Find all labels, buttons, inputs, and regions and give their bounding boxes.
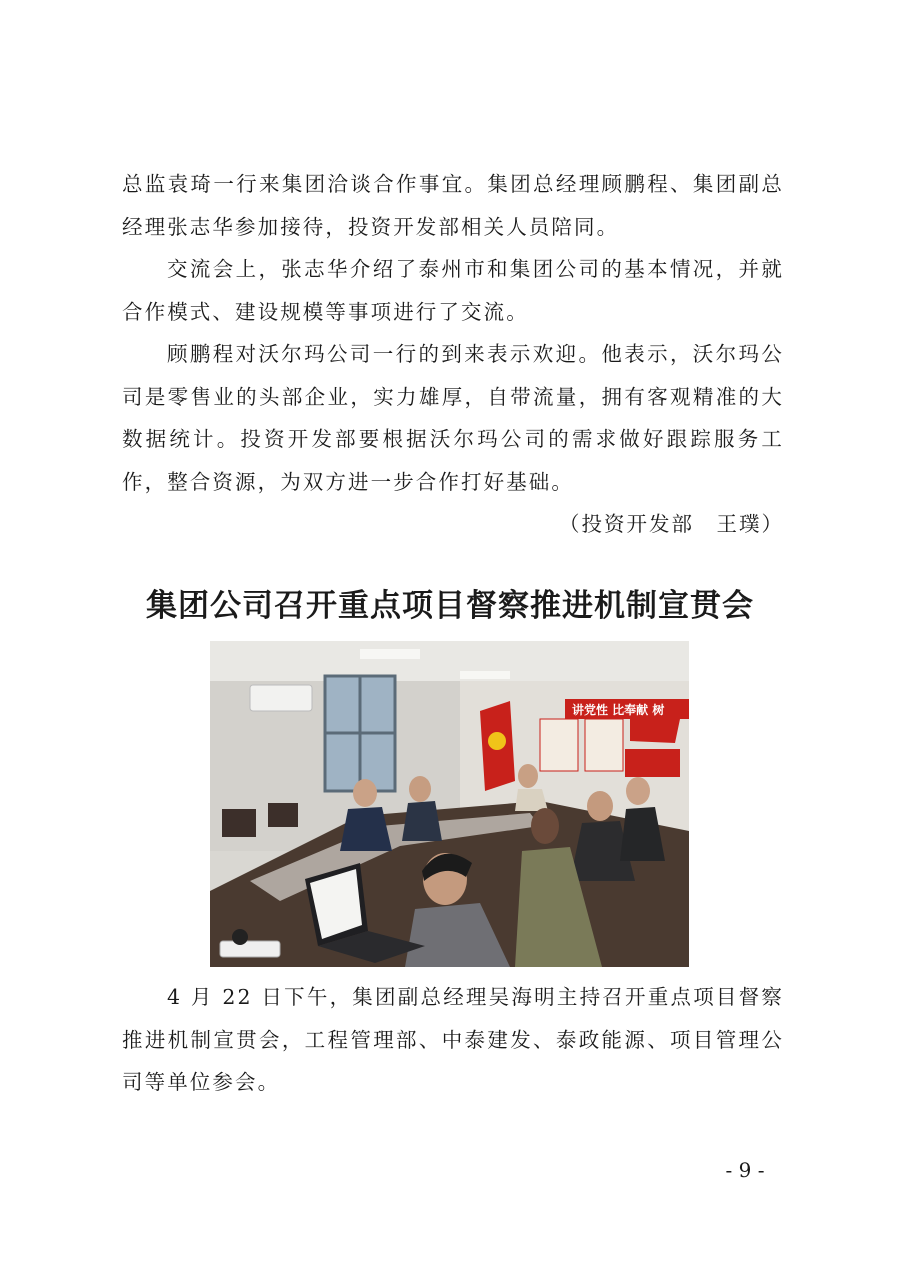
- article2-body: 4 月 22 日下午，集团副总经理吴海明主持召开重点项目督察推进机制宣贯会，工程管理部、中泰建发、泰政能源、项目管理公司等单位参会。: [122, 985, 784, 1094]
- photo-banner-text: 讲党性 比奉献 树: [572, 703, 665, 717]
- paragraph-2: 交流会上，张志华介绍了泰州市和集团公司的基本情况，并就合作模式、建设规模等事项进行了交流。: [122, 257, 784, 324]
- paragraph-1: 总监袁琦一行来集团洽谈合作事宜。集团总经理顾鹏程、集团副总经理张志华参加接待，投资开发部相关人员陪同。: [122, 172, 784, 239]
- author-signature: （投资开发部 王璞）: [559, 512, 784, 536]
- page-number: - 9 -: [725, 1158, 765, 1182]
- meeting-photo: [210, 641, 689, 967]
- paragraph-3: 顾鹏程对沃尔玛公司一行的到来表示欢迎。他表示，沃尔玛公司是零售业的头部企业，实力雄厚，自带流量，拥有客观精准的大数据统计。投资开发部要根据沃尔玛公司的需求做好跟踪服务工作，整合资源，为双方进一步合作打好基础。: [122, 342, 784, 494]
- article-title: 集团公司召开重点项目督察推进机制宣贯会: [146, 588, 754, 624]
- meeting-photo-illustration: [210, 641, 689, 967]
